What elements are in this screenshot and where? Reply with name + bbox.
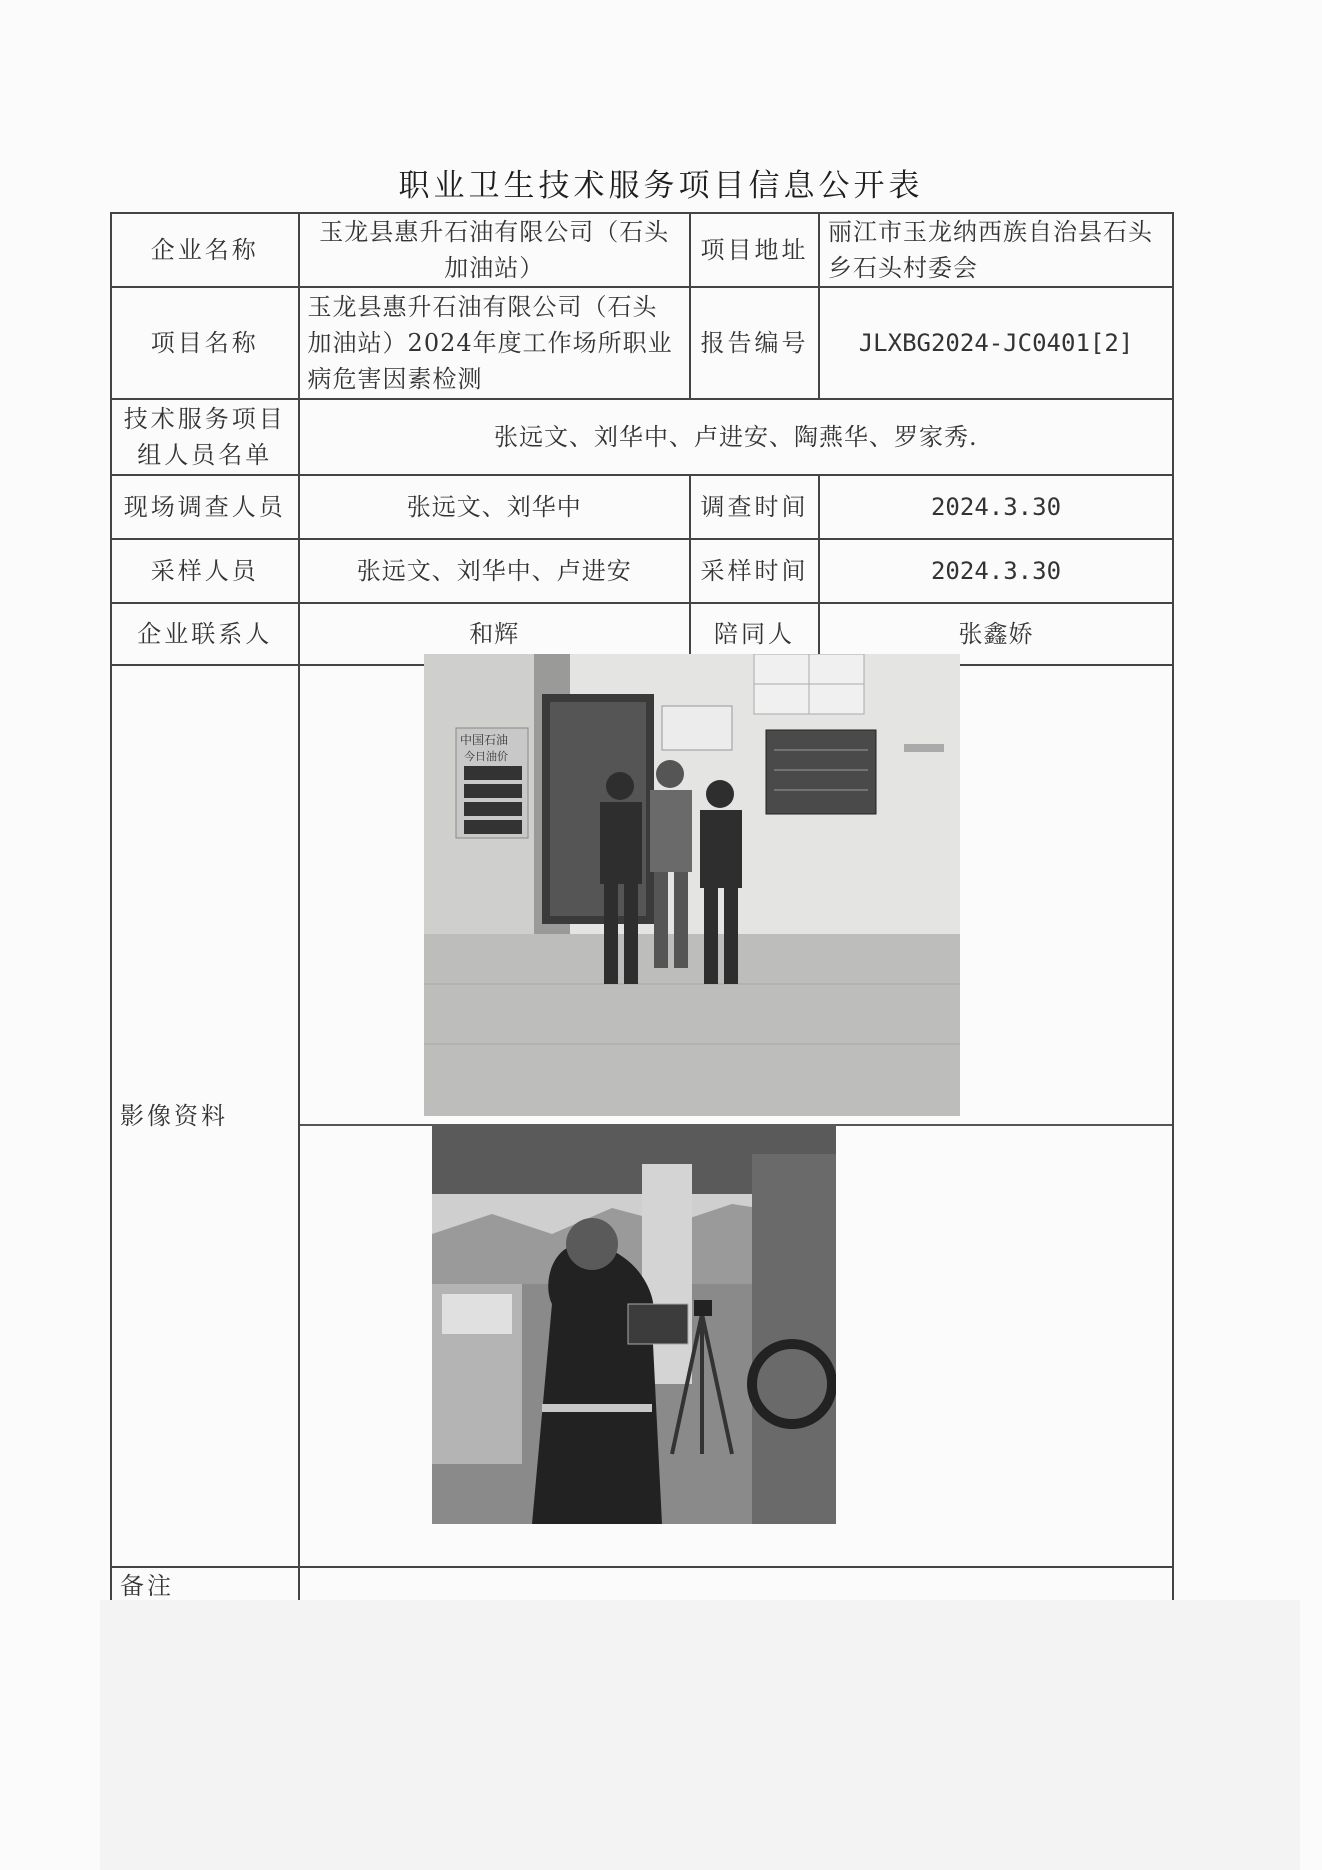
enterprise-name-value: 玉龙县惠升石油有限公司（石头加油站） bbox=[299, 213, 691, 287]
team-members-label: 技术服务项目组人员名单 bbox=[111, 399, 299, 475]
row-sampling bbox=[111, 539, 1173, 603]
row-team bbox=[111, 399, 1173, 475]
enterprise-name-label: 企业名称 bbox=[111, 213, 299, 287]
enterprise-contact-value: 和辉 bbox=[299, 603, 691, 665]
enterprise-contact-label: 企业联系人 bbox=[111, 603, 299, 665]
report-number-label: 报告编号 bbox=[690, 287, 819, 399]
team-members-value: 张远文、刘华中、卢进安、陶燕华、罗家秀. bbox=[299, 399, 1173, 475]
project-address-value: 丽江市玉龙纳西族自治县石头乡石头村委会 bbox=[819, 213, 1173, 287]
sampling-image bbox=[432, 1124, 836, 1524]
site-survey-staff-value: 张远文、刘华中 bbox=[299, 475, 691, 539]
remarks-label: 备注 bbox=[111, 1567, 299, 1605]
sampling-time-value: 2024.3.30 bbox=[819, 539, 1173, 603]
sampling-staff-label: 采样人员 bbox=[111, 539, 299, 603]
sampling-staff-value: 张远文、刘华中、卢进安 bbox=[299, 539, 691, 603]
scan-shadow bbox=[100, 1600, 1300, 1870]
row-enterprise bbox=[111, 213, 1173, 287]
images-label: 影像资料 bbox=[111, 665, 299, 1567]
price-board-title: 今日油价 bbox=[463, 750, 508, 763]
project-address-label: 项目地址 bbox=[690, 213, 819, 287]
report-number-value: JLXBG2024-JC0401[2] bbox=[819, 287, 1173, 399]
project-name-value: 玉龙县惠升石油有限公司（石头加油站）2024年度工作场所职业病危害因素检测 bbox=[299, 287, 691, 399]
survey-time-value: 2024.3.30 bbox=[819, 475, 1173, 539]
accompanying-person-label: 陪同人 bbox=[690, 603, 819, 665]
photo-sampling-at-pump bbox=[432, 1124, 836, 1524]
info-table bbox=[110, 212, 1174, 1606]
survey-time-label: 调查时间 bbox=[690, 475, 819, 539]
photos-cell bbox=[299, 665, 1173, 1567]
row-survey bbox=[111, 475, 1173, 539]
sampling-time-label: 采样时间 bbox=[690, 539, 819, 603]
price-board-sign: 中国石油 bbox=[459, 733, 508, 747]
row-images bbox=[111, 665, 1173, 1567]
accompanying-person-value: 张鑫娇 bbox=[819, 603, 1173, 665]
site-survey-staff-label: 现场调查人员 bbox=[111, 475, 299, 539]
row-project bbox=[111, 287, 1173, 399]
document-title: 职业卫生技术服务项目信息公开表 bbox=[398, 168, 924, 204]
project-name-label: 项目名称 bbox=[111, 287, 299, 399]
photo-team-at-station-entrance bbox=[424, 654, 960, 1116]
station-entrance-image bbox=[424, 654, 960, 1116]
